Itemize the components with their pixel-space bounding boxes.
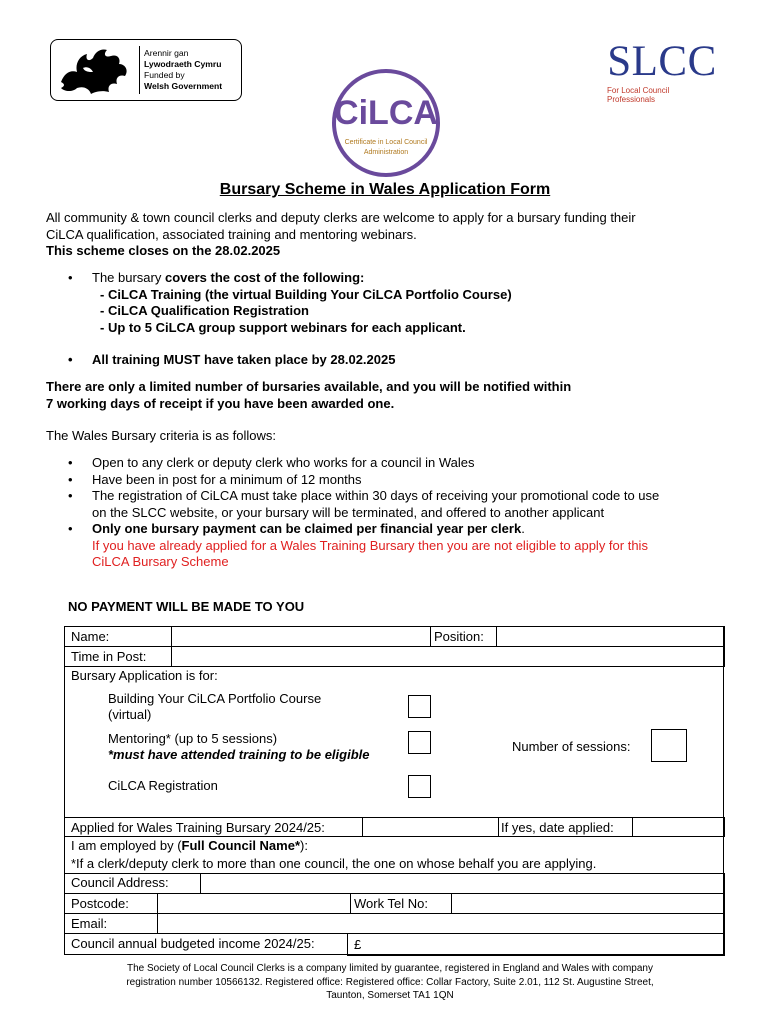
slcc-logo-name: SLCC [607, 38, 717, 85]
postcode-label: Postcode: [71, 896, 129, 911]
slcc-logo [607, 38, 717, 104]
footer [70, 962, 710, 1003]
employed-by-prefix: I am employed by ( [71, 838, 182, 853]
application-for-label: Bursary Application is for: [71, 668, 218, 683]
date-applied-label: If yes, date applied: [501, 820, 614, 835]
limited-line-1: There are only a limited number of bursaries available, and you will be notified within [46, 379, 572, 394]
applied-for-bursary-field[interactable] [362, 817, 499, 837]
page-title-text: Bursary Scheme in Wales Application Form [219, 181, 551, 198]
currency-symbol: £ [354, 937, 362, 952]
footer-line-1: The Society of Local Council Clerks is a company limited by guarantee, registered in England and Wales with company [126, 963, 653, 974]
time-in-post-field[interactable] [171, 646, 725, 667]
employed-by-suffix: ): [300, 838, 308, 853]
intro-paragraph [46, 210, 736, 260]
wg-line-2: Lywodraeth Cymru [144, 59, 222, 69]
covers-prefix: The bursary [92, 270, 165, 285]
wg-line-1: Arennir gan [144, 48, 189, 58]
number-of-sessions-field[interactable] [651, 729, 687, 762]
course-checkbox[interactable] [408, 695, 431, 718]
work-tel-field[interactable] [451, 893, 725, 914]
no-payment-notice: NO PAYMENT WILL BE MADE TO YOU [68, 599, 305, 614]
council-address-label: Council Address: [71, 875, 169, 890]
covers-item-3: - Up to 5 CiLCA group support webinars for each applicant. [100, 319, 466, 335]
date-applied-field[interactable] [632, 817, 725, 837]
applied-for-bursary-label: Applied for Wales Training Bursary 2024/25: [71, 820, 325, 835]
number-of-sessions-label: Number of sessions: [512, 739, 631, 754]
page-title [0, 181, 770, 199]
row-divider [65, 666, 723, 667]
criteria-item: • Have been in post for a minimum of 12 months [46, 472, 736, 489]
option-mentoring-line-2: *must have attended training to be eligible [108, 747, 370, 762]
name-field[interactable] [171, 626, 431, 647]
criteria-item [46, 521, 736, 571]
email-label: Email: [71, 916, 108, 931]
covers-section [46, 270, 736, 369]
employed-by-label [71, 838, 308, 854]
position-label: Position: [434, 629, 484, 644]
postcode-field[interactable] [157, 893, 351, 914]
criteria-list [46, 455, 736, 571]
mentoring-checkbox[interactable] [408, 731, 431, 754]
cilca-logo-subtitle-1: Certificate in Local Council [344, 139, 428, 146]
covers-item-2: - CiLCA Qualification Registration [100, 303, 309, 318]
covers-bold: covers the cost of the following: [164, 270, 365, 285]
one-bursary-rule: Only one bursary payment can be claimed per financial year per clerk [92, 521, 522, 536]
time-in-post-label: Time in Post: [71, 649, 147, 664]
cilca-logo [325, 68, 447, 178]
criteria-item-3-line-2: on the SLCC website, or your bursary will be terminated, and offered to another applicant [92, 504, 605, 520]
option-mentoring-label [108, 731, 370, 763]
criteria-heading: The Wales Bursary criteria is as follows: [46, 428, 276, 443]
budget-field[interactable] [347, 933, 725, 956]
work-tel-label: Work Tel No: [354, 896, 428, 911]
covers-item-1: - CiLCA Training (the virtual Building Your CiLCA Portfolio Course) [100, 286, 512, 302]
wg-line-4: Welsh Government [144, 81, 223, 91]
budget-label: Council annual budgeted income 2024/25: [71, 936, 315, 951]
cilca-logo-subtitle-2: Administration [363, 149, 409, 156]
employed-by-bold: Full Council Name* [181, 838, 301, 853]
criteria-item [46, 488, 736, 521]
wg-line-3: Funded by [144, 70, 185, 80]
option-registration-label: CiLCA Registration [108, 778, 218, 793]
row-divider [65, 836, 723, 837]
slcc-logo-tagline: For Local Council Professionals [607, 86, 670, 104]
training-deadline: • All training MUST have taken place by 28.02.2025 [46, 352, 736, 369]
eligibility-warning-line-1: If you have already applied for a Wales Training Bursary then you are not eligible to apply for this [92, 537, 648, 553]
covers-bullet [46, 270, 736, 336]
closing-date: This scheme closes on the 28.02.2025 [46, 243, 281, 258]
welsh-government-text [144, 48, 222, 92]
position-field[interactable] [496, 626, 725, 647]
council-address-field[interactable] [200, 873, 725, 894]
option-course-line-1: Building Your CiLCA Portfolio Course [108, 691, 322, 706]
logo-divider [139, 46, 140, 94]
footer-line-2: registration number 10566132. Registered office: Registered office: Collar Factory, Suite 2.01, 112 St. Augustine Street, [126, 976, 654, 988]
criteria-item: • Open to any clerk or deputy clerk who works for a council in Wales [46, 455, 736, 472]
intro-line-2: CiLCA qualification, associated training and mentoring webinars. [46, 226, 417, 242]
name-label: Name: [71, 629, 110, 644]
limited-line-2: 7 working days of receipt if you have been awarded one. [46, 395, 395, 411]
footer-line-3: Taunton, Somerset TA1 1QN [326, 990, 454, 1001]
email-field[interactable] [157, 913, 725, 934]
application-form [64, 626, 724, 955]
intro-line-1: All community & town council clerks and deputy clerks are welcome to apply for a bursary funding their [46, 210, 636, 225]
one-bursary-rule-end: . [521, 521, 525, 536]
registration-checkbox[interactable] [408, 775, 431, 798]
welsh-dragon-icon [55, 42, 135, 98]
cilca-logo-name: CiLCA [334, 94, 438, 132]
employed-by-note: *If a clerk/deputy clerk to more than one council, the one on whose behalf you are applying. [71, 856, 597, 871]
option-course-label [108, 691, 321, 723]
welsh-government-logo [50, 39, 242, 101]
option-course-line-2: (virtual) [108, 707, 152, 722]
option-mentoring-line-1: Mentoring* (up to 5 sessions) [108, 731, 278, 746]
limited-bursaries-notice [46, 379, 736, 412]
eligibility-warning-line-2: CiLCA Bursary Scheme [92, 554, 229, 569]
criteria-item-3-line-1: • The registration of CiLCA must take place within 30 days of receiving your promotional code to use [92, 488, 660, 503]
